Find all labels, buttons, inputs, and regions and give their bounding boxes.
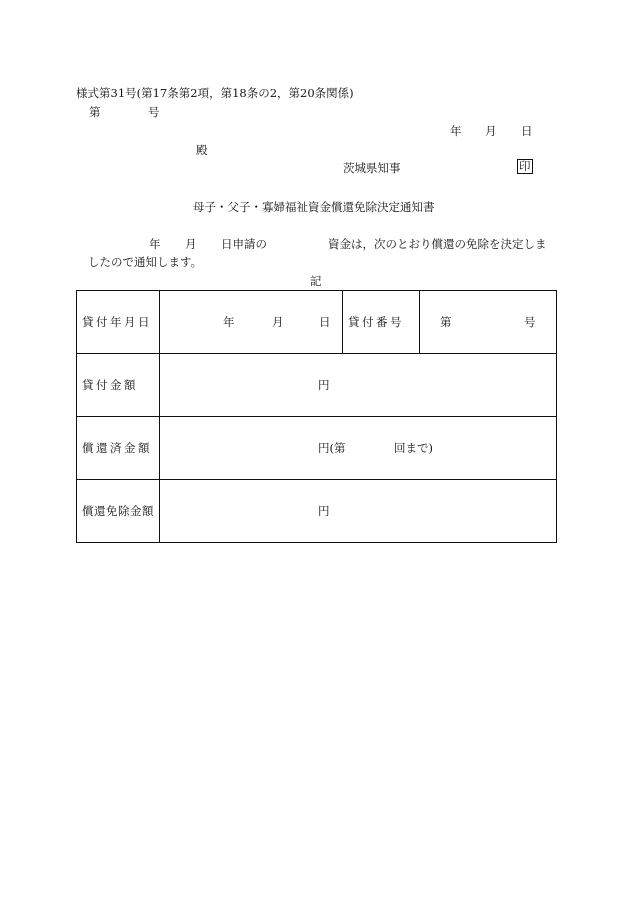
apply-year: 年 bbox=[149, 237, 161, 251]
document-title: 母子・父子・寡婦福祉資金償還免除決定通知書 bbox=[193, 200, 435, 214]
loan-info-table bbox=[76, 290, 557, 543]
loan-amount-value bbox=[160, 354, 557, 417]
doc-number-suffix: 号 bbox=[148, 105, 160, 119]
loan-number-label: 貸付番号 bbox=[343, 291, 420, 354]
loan-date-month: 月 bbox=[272, 315, 284, 329]
doc-number-prefix: 第 bbox=[89, 105, 101, 119]
table-row bbox=[77, 417, 557, 480]
table-row bbox=[77, 480, 557, 543]
form-number-label: 様式第31号(第17条第2項，第18条の2，第20条関係) bbox=[76, 86, 354, 100]
repaid-until: 回まで) bbox=[394, 441, 433, 455]
loan-amount-yen: 円 bbox=[318, 378, 330, 392]
fund-sentence: 資金は，次のとおり償還の免除を決定しま bbox=[328, 237, 547, 251]
loan-number-value bbox=[420, 291, 557, 354]
loan-amount-label: 貸付金額 bbox=[77, 354, 160, 417]
loan-date-day: 日 bbox=[319, 315, 331, 329]
loan-number-prefix: 第 bbox=[440, 315, 452, 329]
repaid-amount-yen: 円(第 bbox=[318, 441, 346, 455]
addressee-suffix: 殿 bbox=[196, 143, 208, 157]
loan-date-value bbox=[160, 291, 343, 354]
exempt-amount-yen: 円 bbox=[318, 504, 330, 518]
seal-mark: 印 bbox=[519, 159, 531, 173]
date-year: 年 bbox=[450, 124, 462, 138]
date-month: 月 bbox=[485, 124, 497, 138]
issuer-name: 茨城県知事 bbox=[343, 161, 401, 175]
table-row bbox=[77, 291, 557, 354]
apply-month: 月 bbox=[185, 237, 197, 251]
loan-date-label: 貸付年月日 bbox=[77, 291, 160, 354]
exempt-amount-value bbox=[160, 480, 557, 543]
table-row bbox=[77, 354, 557, 417]
repaid-amount-label: 償還済金額 bbox=[77, 417, 160, 480]
exempt-amount-label: 償還免除金額 bbox=[77, 480, 160, 543]
ki-label: 記 bbox=[310, 274, 322, 288]
apply-day: 日申請の bbox=[221, 237, 267, 251]
repaid-amount-value bbox=[160, 417, 557, 480]
sentence-line2: したので通知します。 bbox=[88, 255, 203, 269]
date-day: 日 bbox=[521, 124, 533, 138]
loan-date-year: 年 bbox=[223, 315, 235, 329]
loan-number-suffix: 号 bbox=[524, 315, 536, 329]
